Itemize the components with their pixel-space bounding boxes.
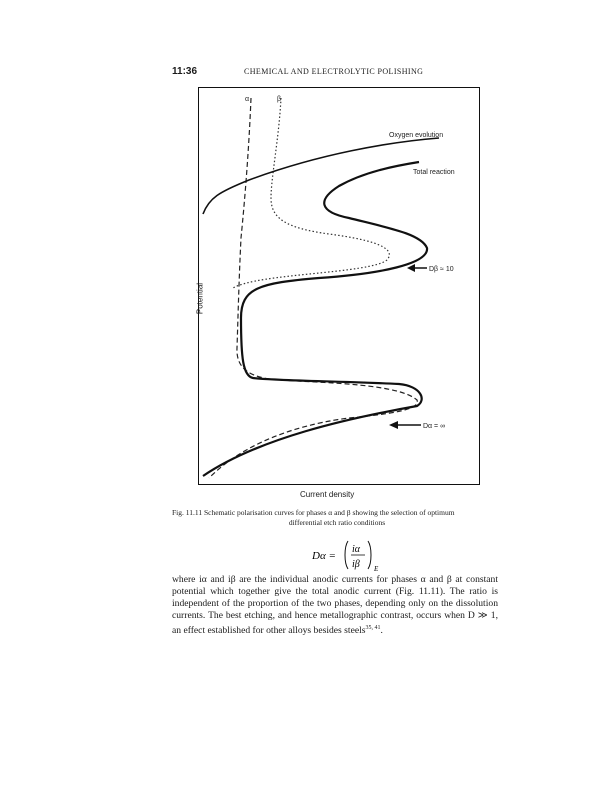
total-reaction-curve [203, 162, 427, 476]
d-beta-label: Dβ ≈ 10 [429, 266, 454, 273]
body-paragraph [172, 574, 498, 637]
etch-ratio-equation [312, 537, 392, 573]
d-alpha-label: Dα = ∞ [423, 423, 446, 430]
alpha-curve [209, 98, 417, 478]
y-axis-label: Potential [195, 282, 205, 315]
equation-subscript: E [374, 565, 379, 573]
figure-polarisation-curves [195, 87, 480, 485]
x-axis-label: Current density [300, 490, 355, 499]
page-number: 11:36 [172, 66, 198, 77]
equation-graphic [312, 537, 392, 573]
figure-plot [199, 88, 481, 486]
caption-line-2: differential etch ratio conditions [288, 518, 386, 527]
body-references: 35, 41 [365, 625, 381, 631]
oxygen-evolution-label: Oxygen evolution [389, 132, 444, 139]
caption-line-1: Fig. 11.11 Schematic polarisation curves for phases α and β showing the selection of optimum [172, 508, 455, 517]
body-text: where iα and iβ are the individual anodic currents for phases α and β at constant potential which together give the total anodic current (Fig. 11.11). The ratio is independent of the proportion of the two phases, depending only on the dissolution currents. The best etching, and hence metallographic contrast, occurs when D ≫ 1, an effect established for other alloys besides steels [172, 574, 498, 637]
alpha-label: α [245, 96, 250, 103]
running-title: CHEMICAL AND ELECTROLYTIC POLISHING [244, 67, 424, 76]
page-header [172, 66, 472, 80]
body-end: . [380, 625, 383, 637]
total-reaction-label: Total reaction [413, 169, 455, 176]
beta-curve [233, 98, 389, 288]
equation-numerator: iα [352, 544, 361, 555]
beta-label: β [277, 96, 282, 103]
oxygen-evolution-curve [203, 138, 439, 214]
figure-caption [172, 508, 502, 528]
equation-lhs: Dα = [312, 550, 336, 562]
equation-denominator: iβ [352, 559, 360, 570]
